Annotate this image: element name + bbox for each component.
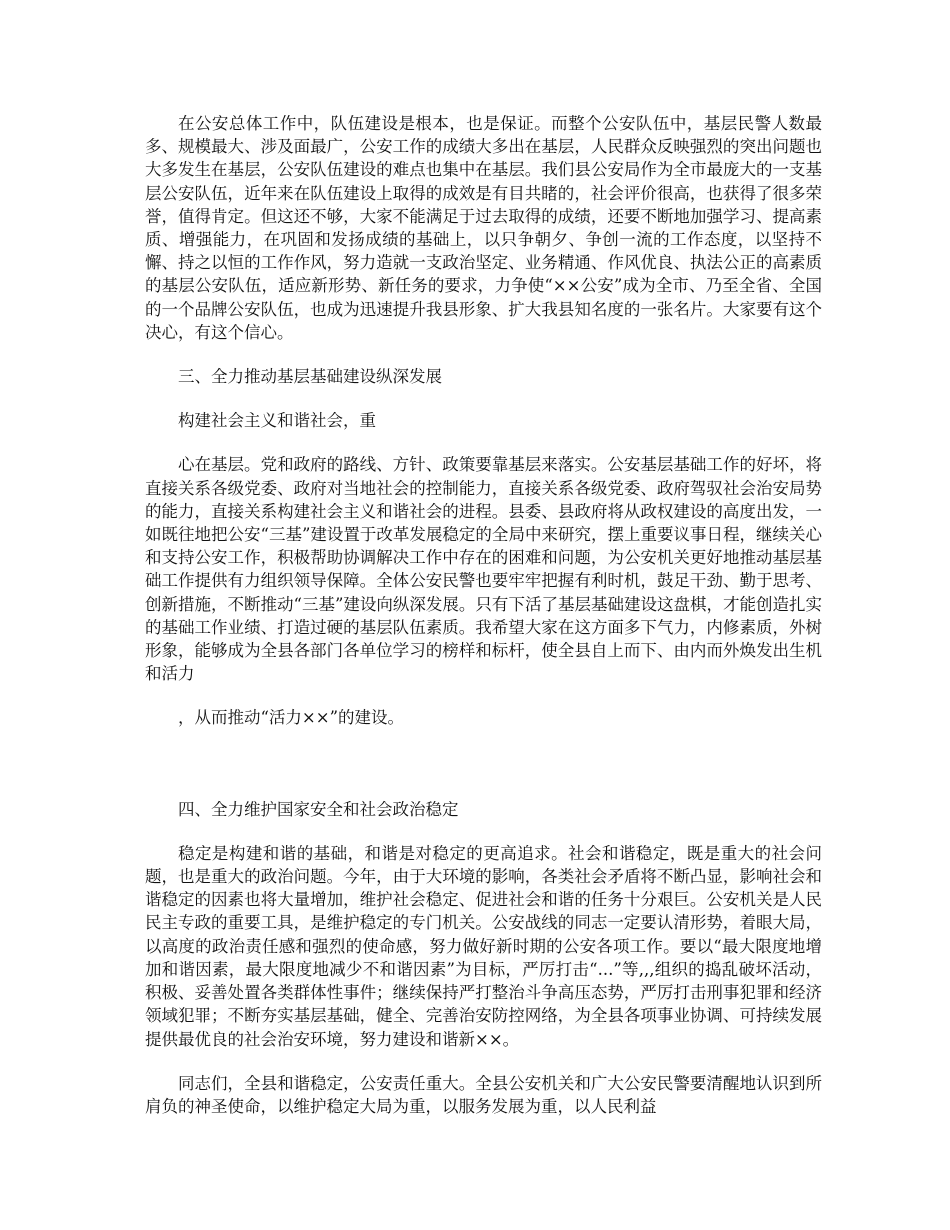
body-paragraph: 心在基层。党和政府的路线、方针、政策要靠基层来落实。公安基层基础工作的好坏，将直接关系各级党委、政府对当地社会的控制能力，直接关系各级党委、政府驾驭社会治安局势的能力，直接关系构建社会主义和谐社会的进程。县委、县政府将从政权建设的高度出发，一如既往地把公安“三基”建设置于改革发展稳定的全局中来研究，摆上重要议事日程，继续关心和支持公安工作，积极帮助协调解决工作中存在的困难和问题，为公安机关更好地推动基层基础工作提供有力组织领导保障。全体公安民警也要牢牢把握有利时机，鼓足干劲、勤于思考、创新措施，不断推动“三基”建设向纵深发展。只有下活了基层基础建设这盘棋，才能创造扎实的基础工作业绩、打造过硬的基层队伍素质。我希望大家在这方面多下气力，内修素质，外树形象，能够成为全县各部门各单位学习的榜样和标杆，使全县自上而下、由内而外焕发出生机和活力 bbox=[145, 455, 822, 684]
section-heading-3: 三、全力推动基层基础建设纵深发展 bbox=[178, 367, 442, 387]
body-paragraph: 同志们，全县和谐稳定，公安责任重大。全县公安机关和广大公安民警要清醒地认识到所肩负的神圣使命，以维护稳定大局为重，以服务发展为重，以人民利益 bbox=[145, 1073, 822, 1116]
body-paragraph: 构建社会主义和谐社会，重 bbox=[178, 411, 376, 431]
section-heading-4: 四、全力维护国家安全和社会政治稳定 bbox=[178, 799, 459, 819]
body-paragraph: 在公安总体工作中，队伍建设是根本，也是保证。而整个公安队伍中，基层民警人数最多、规模最大、涉及面最广，公安工作的成绩大多出在基层，人民群众反映强烈的突出问题也大多发生在基层，公安队伍建设的难点也集中在基层。我们县公安局作为全市最庞大的一支基层公安队伍，近年来在队伍建设上取得的成效是有目共睹的，社会评价很高，也获得了很多荣誉，值得肯定。但这还不够，大家不能满足于过去取得的成绩，还要不断地加强学习、提高素质、增强能力，在巩固和发扬成绩的基础上，以只争朝夕、争创一流的工作态度，以坚持不懈、持之以恒的工作作风，努力造就一支政治坚定、业务精通、作风优良、执法公正的高素质的基层公安队伍，适应新形势、新任务的要求，力争使“××公安”成为全市、乃至全省、全国的一个品牌公安队伍，也成为迅速提升我县形象、扩大我县知名度的一张名片。大家要有这个决心，有这个信心。 bbox=[145, 114, 822, 342]
body-paragraph: 稳定是构建和谐的基础，和谐是对稳定的更高追求。社会和谐稳定，既是重大的社会问题，也是重大的政治问题。今年，由于大环境的影响，各类社会矛盾将不断凸显，影响社会和谐稳定的因素也将大量增加，维护社会稳定、促进社会和谐的任务十分艰巨。公安机关是人民民主专政的重要工具，是维护稳定的专门机关。公安战线的同志一定要认清形势，着眼大局，以高度的政治责任感和强烈的使命感，努力做好新时期的公安各项工作。要以“最大限度地增加和谐因素，最大限度地减少不和谐因素”为目标，严厉打击“...”等,,,组织的捣乱破坏活动，积极、妥善处置各类群体性事件；继续保持严打整治斗争高压态势，严厉打击刑事犯罪和经济领域犯罪；不断夯实基层基础，健全、完善治安防控网络，为全县各项事业协调、可持续发展提供最优良的社会治安环境，努力建设和谐新××。 bbox=[145, 843, 822, 1049]
document-body bbox=[145, 112, 822, 1118]
body-paragraph: ，从而推动“活力××”的建设。 bbox=[178, 708, 405, 728]
